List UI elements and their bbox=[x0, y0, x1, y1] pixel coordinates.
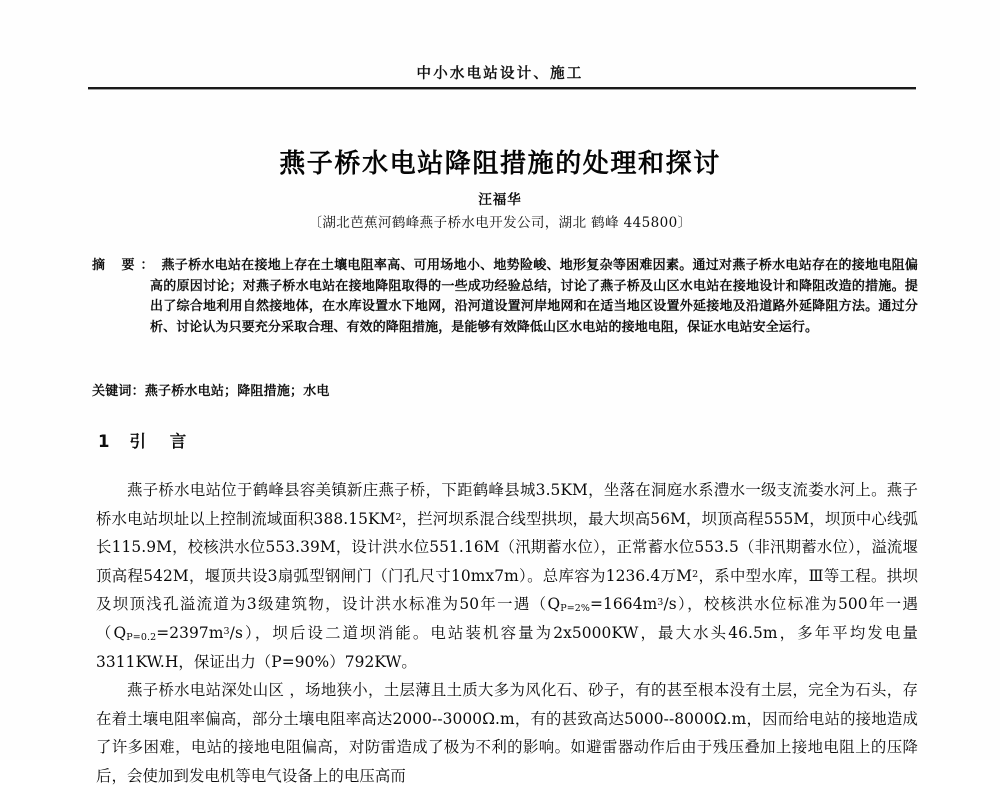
keywords-label: 关键词： bbox=[92, 384, 145, 399]
superscript-area-unit: 2 bbox=[395, 511, 402, 523]
paragraph-2: 燕子桥水电站深处山区 ，场地狭小，土层薄且土质大多为风化石、砂子，有的甚至根本没有土层，完全为石头，存在着土壤电阻率偏高，部分土壤电阻率高达2000--3000Ω.m，有的甚致高达5000--8000Ω.m，因而给电站的接地造成了许多困难，电站的接地电阻偏高，对防雷造成了极为不利的影响。如避雷器动作后由于残压叠加上接地电阻上的压降后，会使加到发电机等电气设备上的电压高而 bbox=[96, 681, 918, 785]
abstract-text: 燕子桥水电站在接地上存在土壤电阻率高、可用场地小、地势险峻、地形复杂等困难因素。通过对燕子桥水电站存在的接地电阻偏高的原因讨论；对燕子桥水电站在接地降阻取得的一些成功经验总结，讨论了燕子桥及山区水电站在接地设计和降阻改造的措施。提出了综合地利用自然接地体，在水库设置水下地网，沿河道设置河岸地网和在适当地区设置外延接地及沿道路外延降阻方法。通过分析、讨论认为只要充分采取合理、有效的降阻措施，是能够有效降低山区水电站的接地电阻，保证水电站安全运行。 bbox=[150, 258, 918, 335]
keywords-block bbox=[92, 380, 918, 399]
author-affiliation: 〔湖北芭蕉河鹤峰燕子桥水电开发公司，湖北 鹤峰 445800〕 bbox=[308, 215, 692, 231]
paragraph-1-text-e: /s），校核洪水位标准为500年一遇（Q bbox=[96, 595, 918, 642]
superscript-cubic-2: 3 bbox=[223, 625, 230, 637]
paragraph-1-text-c: ，系中型水库，Ⅲ等工程。拱坝及坝顶浅孔溢流道为3级建筑物，设计洪水标准为50年一遇（Q bbox=[96, 566, 918, 614]
page-title: 燕子桥水电站降阻措施的处理和探讨 bbox=[279, 149, 721, 180]
author-name: 汪福华 bbox=[478, 192, 522, 208]
body-content bbox=[96, 476, 918, 791]
keywords-text: 燕子桥水电站；降阻措施；水电 bbox=[144, 384, 330, 399]
paragraph-1 bbox=[96, 476, 918, 676]
running-header: 中小水电站设计、施工 bbox=[416, 65, 584, 82]
abstract-label: 摘 要： bbox=[92, 258, 160, 273]
section-title: 引 言 bbox=[129, 432, 196, 451]
paragraph-1-text-b: ，拦河坝系混合线型拱坝，最大坝高56M，坝顶高程555M，坝顶中心线弧长115.9M，校核洪水位553.39M，设计洪水位551.16M（汛期蓄水位），正常蓄水位553.5（非汛期蓄水位），溢流堰顶高程542M，堰顶共设3扇弧型钢闸门（门孔尺寸10mx7m）。总库容为1236.4万M bbox=[96, 509, 918, 585]
section-number: 1 bbox=[98, 432, 110, 451]
subscript-design-flood-prob: P=2% bbox=[560, 603, 591, 615]
paragraph-1-text-g: /s），坝后设二道坝消能。电站装机容量为2x5000KW，最大水头46.5m，多年平均发电量3311KW.H，保证出力（P=90%）792KW。 bbox=[96, 623, 918, 671]
superscript-volume-unit: 2 bbox=[692, 568, 699, 580]
paragraph-1-text-d: =1664m bbox=[590, 595, 658, 614]
abstract-block bbox=[92, 256, 918, 338]
superscript-cubic-1: 3 bbox=[657, 597, 664, 609]
paragraph-1-text-a: 燕子桥水电站位于鹤峰县容美镇新庄燕子桥，下距鹤峰县城3.5KM，坐落在洞庭水系澧水一级支流娄水河上。燕子桥水电站坝址以上控制流域面积388.15KM bbox=[96, 481, 918, 528]
subscript-check-flood-prob: P=0.2 bbox=[126, 632, 157, 644]
paragraph-1-text-f: =2397m bbox=[156, 623, 224, 642]
section-heading bbox=[98, 428, 195, 452]
header-divider-rule bbox=[88, 87, 916, 89]
